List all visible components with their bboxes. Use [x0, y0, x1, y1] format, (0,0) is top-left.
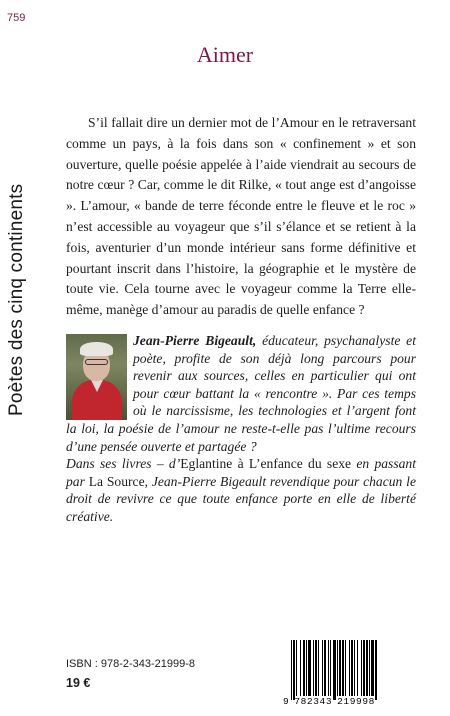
barcode-bar [296, 640, 297, 696]
barcode-bar [357, 640, 358, 696]
author-book-title-1: Eglantine à L’enfance du sexe [180, 456, 352, 472]
author-bio-end: Jean-Pierre Bigeault revendique pour chacun le droit de revivre ce que toute enfance porte en elle de liberté créative. [66, 473, 416, 524]
barcode-bar [342, 640, 344, 696]
author-bio [66, 332, 416, 526]
barcode-bar [291, 640, 292, 700]
barcode-bar [349, 640, 350, 696]
barcode-bar [337, 640, 338, 696]
barcode-bar [322, 640, 323, 696]
author-name: Jean-Pierre Bigeault, [133, 333, 257, 348]
book-summary: S’il fallait dire un dernier mot de l’Amour en le retraversant comme un pays, à la fois dans son « confinement » et son ouverture, quelle poésie appelée à l’aide viendrait au secours de notre cœur ? Car, comme le dit Rilke, « tout ange est d’angoisse ». L’amour, « bande de terre féconde entre le fleuve et le roc » n’est accessible au voyageur que s’il s’élance et se retient à la fois, aventurier d’un monde intérieur sans forme définitive et pourtant inscrit dans l’histoire, la géographie et le mystère de toute vie. Cela tourne avec le voyageur comme la Terre elle-même, manège d’amour au paradis de quelle enfance ? [66, 115, 416, 318]
barcode-bar [371, 640, 374, 696]
barcode-bar [361, 640, 362, 696]
barcode-bar [303, 640, 305, 696]
author-bio-intro: Dans ses livres – d’ [66, 456, 181, 472]
barcode-bar [315, 640, 317, 696]
barcode-bars [291, 640, 411, 696]
series-name: Poètes des cinq continents [6, 183, 27, 416]
barcode-bar [328, 640, 329, 696]
barcode-bar [339, 640, 341, 696]
barcode-bar [366, 640, 368, 696]
barcode-bar [318, 640, 319, 696]
author-bio-mid: en passant par [66, 456, 417, 489]
barcode-digit-group-2: 219998 [337, 696, 375, 707]
barcode-bar [306, 640, 307, 696]
barcode-bar [293, 640, 295, 700]
price: 19 € [66, 676, 91, 690]
barcode-bar [363, 640, 365, 696]
barcode-bar [354, 640, 355, 696]
author-bio-part1: éducateur, psychanalyste et poète, profite de son déjà long parcours pour revenir aux sources, celles en particulier qui ont pour cœur battant la « rencontre ». Par ces temps où le narcissisme, les technologies et l’argent font la loi, la poésie de l’amour ne reste-t-elle pas l’ultime recours d’une pensée ouverte et partagée ? [66, 333, 416, 454]
barcode-bar [330, 640, 331, 696]
book-title: Aimer [196, 42, 254, 67]
barcode-bar [351, 640, 353, 696]
isbn: ISBN : 978-2-343-21999-8 [66, 658, 196, 670]
photo-spacer [66, 332, 127, 416]
barcode-bar [324, 640, 326, 696]
barcode-digits [283, 696, 416, 707]
barcode-bar [345, 640, 346, 696]
barcode [283, 640, 416, 710]
barcode-bar [300, 640, 301, 696]
barcode-bar [308, 640, 311, 696]
barcode-bar [313, 640, 314, 696]
series-number: 759 [7, 12, 26, 24]
barcode-digit-group-1: 782343 [294, 696, 333, 707]
barcode-bar [369, 640, 370, 696]
barcode-bar [375, 640, 377, 700]
barcode-bar [333, 640, 336, 700]
barcode-digit-prefix: 9 [283, 696, 290, 707]
author-book-title-2: La Source, [88, 473, 148, 489]
